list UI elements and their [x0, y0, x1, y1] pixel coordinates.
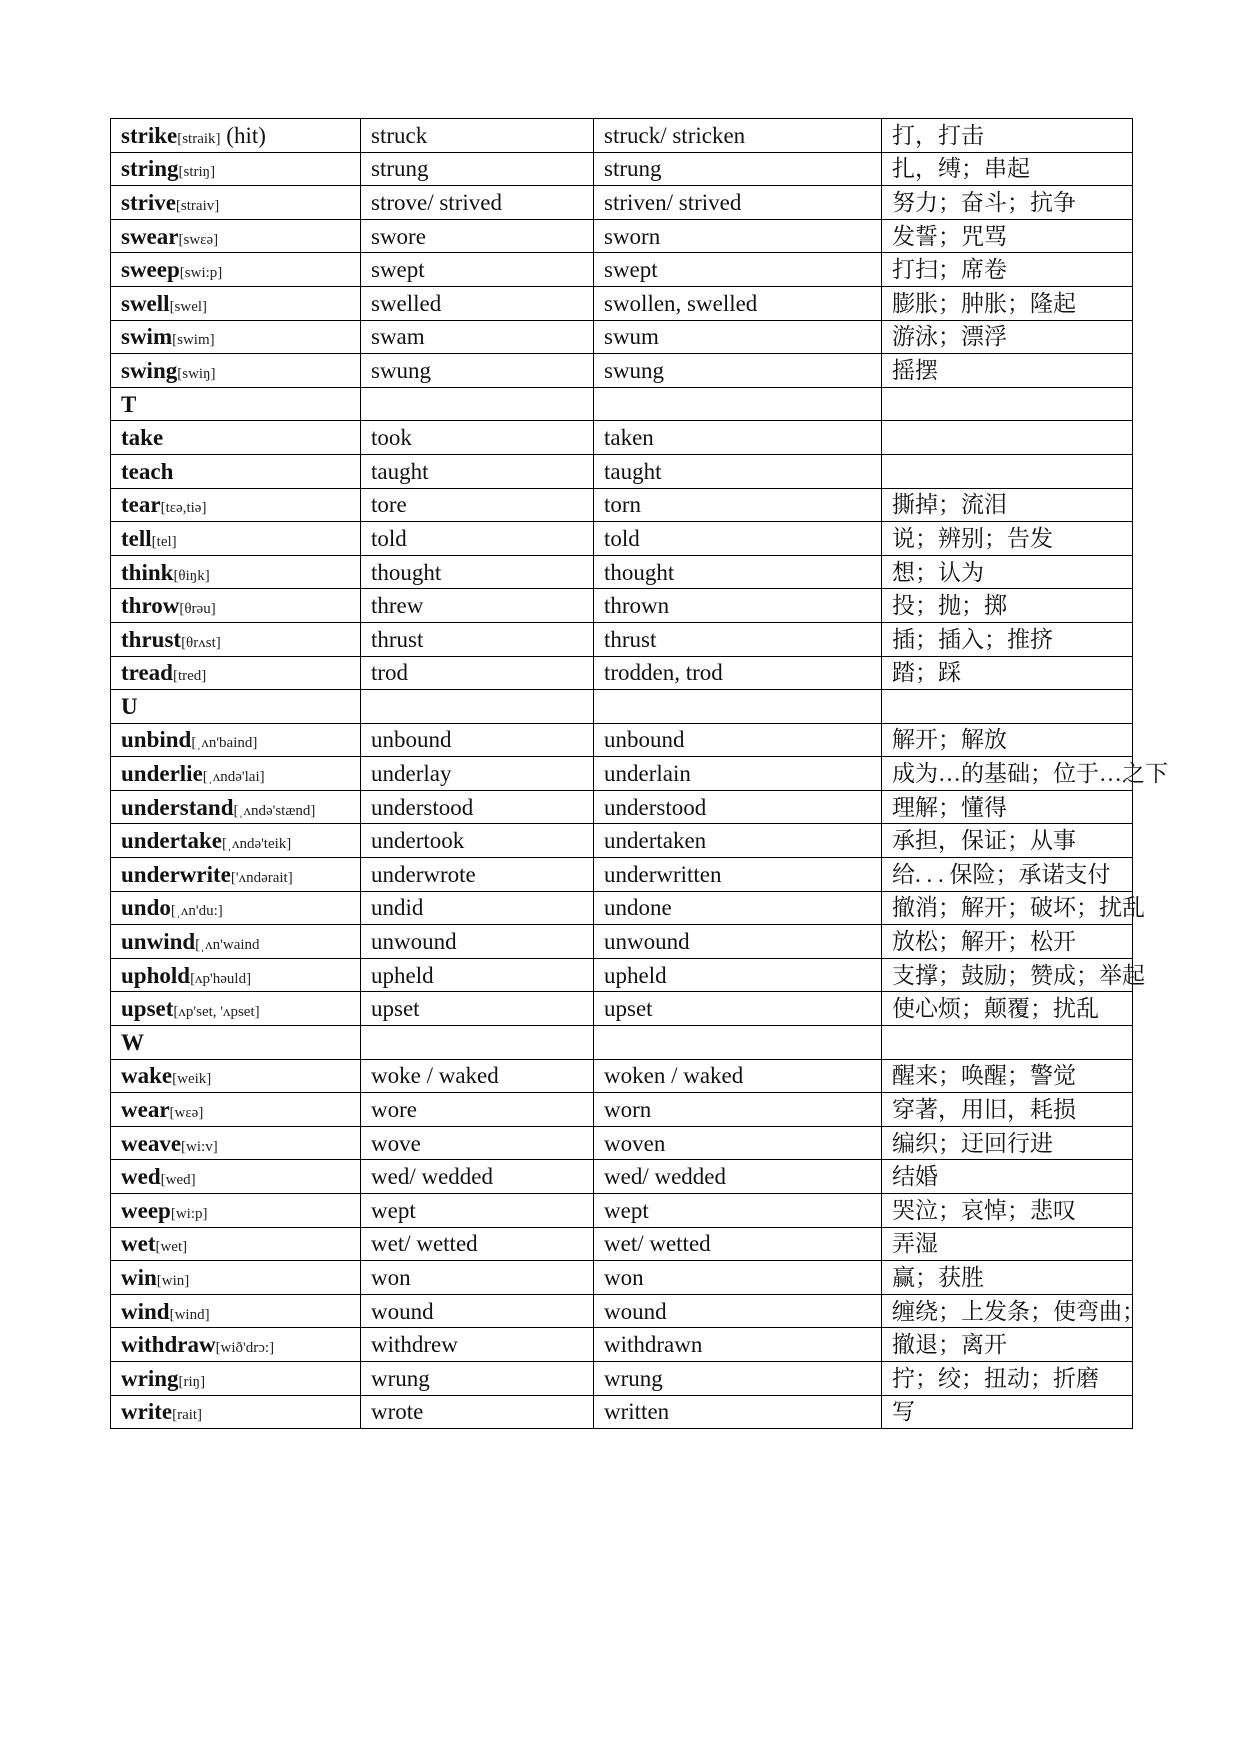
- section-row: [111, 387, 1133, 421]
- meaning-cell: 穿著，用旧，耗损: [882, 1093, 1133, 1127]
- table-row: [111, 723, 1133, 757]
- past-participle-cell: trodden, trod: [594, 656, 882, 690]
- meaning-cell: 踏；踩: [882, 656, 1133, 690]
- past-participle-cell: sworn: [594, 219, 882, 253]
- verb-word: strive: [121, 189, 176, 215]
- verb-word: tear: [121, 492, 161, 518]
- past-tense-cell: struck: [361, 119, 594, 153]
- verb-pronunciation: [tel]: [151, 533, 177, 550]
- verb-pronunciation: [swεə]: [178, 231, 219, 248]
- table-row: [111, 891, 1133, 925]
- section-row: [111, 690, 1133, 724]
- verb-pronunciation: [ˌʌndə'lai]: [202, 769, 265, 786]
- past-tense-cell: withdrew: [361, 1328, 594, 1362]
- meaning-cell: 摇摆: [882, 354, 1133, 388]
- table-row: [111, 1361, 1133, 1395]
- verb-word: sweep: [121, 257, 180, 283]
- past-tense-cell: wed/ wedded: [361, 1160, 594, 1194]
- table-row: [111, 622, 1133, 656]
- verb-pronunciation: [wi:v]: [181, 1138, 218, 1155]
- verb-word: tread: [121, 660, 173, 686]
- past-participle-cell: wound: [594, 1294, 882, 1328]
- verb-word: wet: [121, 1231, 156, 1257]
- verb-cell: [111, 421, 361, 455]
- verb-cell: [111, 891, 361, 925]
- verb-cell: [111, 1227, 361, 1261]
- meaning-cell: 解开；解放: [882, 723, 1133, 757]
- verb-pronunciation: [riŋ]: [178, 1373, 206, 1390]
- meaning-cell: 想；认为: [882, 555, 1133, 589]
- verb-pronunciation: [wi:p]: [170, 1205, 208, 1222]
- empty-cell: [882, 1026, 1133, 1060]
- verb-pronunciation: [striŋ]: [178, 164, 216, 181]
- verb-word: weep: [121, 1197, 171, 1223]
- verb-word: wring: [121, 1365, 179, 1391]
- past-participle-cell: upset: [594, 992, 882, 1026]
- past-participle-cell: written: [594, 1395, 882, 1429]
- verb-word: upset: [121, 996, 174, 1022]
- verb-cell: [111, 1328, 361, 1362]
- verb-word: wind: [121, 1298, 170, 1324]
- past-tense-cell: swept: [361, 253, 594, 287]
- verb-pronunciation: [swim]: [172, 332, 215, 349]
- verb-cell: [111, 656, 361, 690]
- table-row: [111, 1126, 1133, 1160]
- table-row: [111, 219, 1133, 253]
- verb-pronunciation: [straiv]: [175, 197, 220, 214]
- past-tense-cell: tore: [361, 488, 594, 522]
- past-participle-cell: swung: [594, 354, 882, 388]
- meaning-cell: 撕掉；流泪: [882, 488, 1133, 522]
- irregular-verbs-table: [110, 118, 1168, 1429]
- table-row: [111, 488, 1133, 522]
- verb-word: withdraw: [121, 1332, 216, 1358]
- meaning-cell: 成为…的基础；位于…之下: [882, 757, 1133, 791]
- meaning-cell: 缠绕；上发条；使弯曲；: [882, 1294, 1133, 1328]
- past-participle-cell: thrust: [594, 622, 882, 656]
- past-tense-cell: strung: [361, 152, 594, 186]
- past-tense-cell: wet/ wetted: [361, 1227, 594, 1261]
- verb-pronunciation: [ʌp'həuld]: [190, 970, 252, 987]
- empty-cell: [361, 387, 594, 421]
- table-row: [111, 925, 1133, 959]
- past-participle-cell: undertaken: [594, 824, 882, 858]
- verb-pronunciation: [wet]: [155, 1239, 188, 1256]
- verb-pronunciation: [wind]: [169, 1306, 210, 1323]
- verb-pronunciation: [ʌp'set, 'ʌpset]: [173, 1004, 260, 1021]
- verb-word: weave: [121, 1130, 182, 1156]
- meaning-cell: 打，打击: [882, 119, 1133, 153]
- past-tense-cell: woke / waked: [361, 1059, 594, 1093]
- verb-cell: [111, 152, 361, 186]
- meaning-cell: 支撑；鼓励；赞成；举起: [882, 958, 1133, 992]
- past-participle-cell: upheld: [594, 958, 882, 992]
- verb-pronunciation: [win]: [156, 1272, 190, 1289]
- verb-cell: [111, 790, 361, 824]
- past-tense-cell: swung: [361, 354, 594, 388]
- past-tense-cell: undid: [361, 891, 594, 925]
- meaning-cell: 打扫；席卷: [882, 253, 1133, 287]
- verb-cell: [111, 253, 361, 287]
- table-row: [111, 1059, 1133, 1093]
- table-row: [111, 958, 1133, 992]
- empty-cell: [361, 1026, 594, 1060]
- past-tense-cell: wove: [361, 1126, 594, 1160]
- verb-word: win: [121, 1264, 157, 1290]
- past-tense-cell: swam: [361, 320, 594, 354]
- verb-word: unwind: [121, 929, 196, 955]
- past-tense-cell: thought: [361, 555, 594, 589]
- verb-cell: [111, 858, 361, 892]
- verb-pronunciation: [swiŋ]: [177, 365, 216, 382]
- meaning-cell: 拧；绞；扭动；折磨: [882, 1361, 1133, 1395]
- past-tense-cell: unwound: [361, 925, 594, 959]
- meaning-cell: 醒来；唤醒；警觉: [882, 1059, 1133, 1093]
- past-participle-cell: struck/ stricken: [594, 119, 882, 153]
- table-row: [111, 1160, 1133, 1194]
- table-row: [111, 1093, 1133, 1127]
- table-row: [111, 757, 1133, 791]
- past-participle-cell: wept: [594, 1194, 882, 1228]
- verb-cell: [111, 488, 361, 522]
- verb-pronunciation: [rait]: [172, 1407, 203, 1424]
- meaning-cell: 放松；解开；松开: [882, 925, 1133, 959]
- past-participle-cell: underlain: [594, 757, 882, 791]
- table-row: [111, 824, 1133, 858]
- verb-cell: [111, 1126, 361, 1160]
- verb-cell: [111, 555, 361, 589]
- table-row: [111, 1328, 1133, 1362]
- past-tense-cell: wound: [361, 1294, 594, 1328]
- past-tense-cell: undertook: [361, 824, 594, 858]
- verb-word: understand: [121, 794, 234, 820]
- verb-word: uphold: [121, 962, 191, 988]
- verb-pronunciation: [ˌʌn'waind: [195, 937, 260, 954]
- verb-word: swell: [121, 290, 170, 316]
- verb-pronunciation: [θrʌst]: [181, 634, 221, 651]
- verb-cell: [111, 1361, 361, 1395]
- past-participle-cell: striven/ strived: [594, 186, 882, 220]
- empty-cell: [594, 387, 882, 421]
- verb-word: wear: [121, 1097, 170, 1123]
- past-tense-cell: upheld: [361, 958, 594, 992]
- verb-pronunciation: [ˌʌndə'stænd]: [233, 802, 316, 819]
- verb-word: underwrite: [121, 861, 231, 887]
- past-tense-cell: understood: [361, 790, 594, 824]
- verb-cell: [111, 286, 361, 320]
- past-participle-cell: won: [594, 1261, 882, 1295]
- past-participle-cell: swum: [594, 320, 882, 354]
- past-participle-cell: underwritten: [594, 858, 882, 892]
- past-participle-cell: strung: [594, 152, 882, 186]
- verb-pronunciation: [wed]: [160, 1172, 196, 1189]
- past-tense-cell: told: [361, 522, 594, 556]
- meaning-cell: 赢；获胜: [882, 1261, 1133, 1295]
- section-letter: T: [111, 387, 361, 421]
- meaning-cell: 发誓；咒骂: [882, 219, 1133, 253]
- table-row: [111, 253, 1133, 287]
- verb-word: thrust: [121, 626, 182, 652]
- verb-pronunciation: [wεə]: [169, 1105, 204, 1122]
- table-row: [111, 186, 1133, 220]
- verb-word: teach: [121, 458, 174, 484]
- past-tense-cell: trod: [361, 656, 594, 690]
- table-row: [111, 1395, 1133, 1429]
- meaning-cell: 扎，缚；串起: [882, 152, 1133, 186]
- verb-word: underlie: [121, 761, 203, 787]
- meaning-cell: 使心烦；颠覆；扰乱: [882, 992, 1133, 1026]
- past-tense-cell: took: [361, 421, 594, 455]
- verb-pronunciation: [weik]: [172, 1071, 212, 1088]
- verb-word: tell: [121, 525, 152, 551]
- past-participle-cell: thrown: [594, 589, 882, 623]
- verb-cell: [111, 992, 361, 1026]
- past-participle-cell: swept: [594, 253, 882, 287]
- table-row: [111, 589, 1133, 623]
- verb-word: strike: [121, 122, 178, 148]
- past-tense-cell: upset: [361, 992, 594, 1026]
- verb-note: (hit): [220, 122, 266, 148]
- verb-word: wed: [121, 1164, 161, 1190]
- empty-cell: [882, 690, 1133, 724]
- table-row: [111, 454, 1133, 488]
- verb-cell: [111, 1093, 361, 1127]
- verb-pronunciation: [θrəu]: [179, 601, 216, 618]
- section-letter: U: [111, 690, 361, 724]
- past-participle-cell: unwound: [594, 925, 882, 959]
- empty-cell: [361, 690, 594, 724]
- meaning-cell: 编织；迂回行进: [882, 1126, 1133, 1160]
- verb-pronunciation: [ˌʌn'du:]: [170, 903, 223, 920]
- section-row: [111, 1026, 1133, 1060]
- verb-pronunciation: [ˌʌn'baind]: [191, 735, 258, 752]
- meaning-cell: 给. . . 保险；承诺支付: [882, 858, 1133, 892]
- past-tense-cell: swelled: [361, 286, 594, 320]
- past-participle-cell: woven: [594, 1126, 882, 1160]
- verb-pronunciation: [tred]: [172, 668, 207, 685]
- verb-word: unbind: [121, 727, 192, 753]
- verb-pronunciation: [swel]: [169, 298, 208, 315]
- meaning-cell: 投；抛；掷: [882, 589, 1133, 623]
- section-letter: W: [111, 1026, 361, 1060]
- past-tense-cell: wept: [361, 1194, 594, 1228]
- past-tense-cell: wrote: [361, 1395, 594, 1429]
- verb-pronunciation: [θiŋk]: [173, 567, 210, 584]
- past-participle-cell: taken: [594, 421, 882, 455]
- past-tense-cell: swore: [361, 219, 594, 253]
- table-row: [111, 354, 1133, 388]
- verb-pronunciation: ['ʌndərait]: [230, 869, 293, 886]
- past-participle-cell: torn: [594, 488, 882, 522]
- verb-word: swim: [121, 324, 173, 350]
- past-tense-cell: won: [361, 1261, 594, 1295]
- verb-word: swear: [121, 223, 179, 249]
- verb-cell: [111, 824, 361, 858]
- verb-pronunciation: [wið'drɔ:]: [215, 1340, 275, 1357]
- meaning-cell: 撤退；离开: [882, 1328, 1133, 1362]
- verb-cell: [111, 1194, 361, 1228]
- meaning-cell: [882, 454, 1133, 488]
- past-participle-cell: worn: [594, 1093, 882, 1127]
- table-row: [111, 421, 1133, 455]
- verb-cell: [111, 1059, 361, 1093]
- verb-word: think: [121, 559, 174, 585]
- past-tense-cell: underlay: [361, 757, 594, 791]
- meaning-cell: 弄湿: [882, 1227, 1133, 1261]
- verb-cell: [111, 925, 361, 959]
- past-participle-cell: wed/ wedded: [594, 1160, 882, 1194]
- verb-word: take: [121, 425, 164, 451]
- past-participle-cell: undone: [594, 891, 882, 925]
- meaning-cell: 哭泣；哀悼；悲叹: [882, 1194, 1133, 1228]
- past-tense-cell: taught: [361, 454, 594, 488]
- verb-pronunciation: [ˌʌndə'teik]: [221, 836, 292, 853]
- meaning-cell: 结婚: [882, 1160, 1133, 1194]
- meaning-cell: 说；辨别；告发: [882, 522, 1133, 556]
- table-row: [111, 320, 1133, 354]
- past-tense-cell: wore: [361, 1093, 594, 1127]
- past-participle-cell: taught: [594, 454, 882, 488]
- past-participle-cell: wrung: [594, 1361, 882, 1395]
- table-row: [111, 522, 1133, 556]
- past-participle-cell: withdrawn: [594, 1328, 882, 1362]
- table-row: [111, 1294, 1133, 1328]
- table-row: [111, 152, 1133, 186]
- verb-table-body: [111, 119, 1168, 1429]
- past-tense-cell: strove/ strived: [361, 186, 594, 220]
- past-tense-cell: unbound: [361, 723, 594, 757]
- verb-word: throw: [121, 593, 180, 619]
- table-row: [111, 1261, 1133, 1295]
- meaning-cell: 理解；懂得: [882, 790, 1133, 824]
- past-participle-cell: swollen, swelled: [594, 286, 882, 320]
- table-row: [111, 858, 1133, 892]
- past-tense-cell: thrust: [361, 622, 594, 656]
- verb-pronunciation: [swi:p]: [179, 265, 223, 282]
- verb-cell: [111, 219, 361, 253]
- table-row: [111, 555, 1133, 589]
- past-tense-cell: threw: [361, 589, 594, 623]
- meaning-cell: 膨胀；肿胀；隆起: [882, 286, 1133, 320]
- past-participle-cell: unbound: [594, 723, 882, 757]
- table-row: [111, 119, 1133, 153]
- verb-cell: [111, 1294, 361, 1328]
- meaning-cell: [882, 421, 1133, 455]
- verb-cell: [111, 723, 361, 757]
- verb-pronunciation: [straik]: [177, 130, 221, 147]
- verb-cell: [111, 522, 361, 556]
- meaning-cell: 撤消；解开；破坏；扰乱: [882, 891, 1133, 925]
- past-participle-cell: told: [594, 522, 882, 556]
- past-participle-cell: wet/ wetted: [594, 1227, 882, 1261]
- past-tense-cell: wrung: [361, 1361, 594, 1395]
- verb-word: wake: [121, 1063, 173, 1089]
- verb-word: swing: [121, 357, 178, 383]
- table-row: [111, 656, 1133, 690]
- past-participle-cell: thought: [594, 555, 882, 589]
- past-participle-cell: understood: [594, 790, 882, 824]
- empty-cell: [882, 387, 1133, 421]
- verb-word: string: [121, 156, 179, 182]
- verb-cell: [111, 119, 361, 153]
- verb-cell: [111, 1395, 361, 1429]
- verb-cell: [111, 1160, 361, 1194]
- empty-cell: [594, 1026, 882, 1060]
- verb-cell: [111, 757, 361, 791]
- verb-cell: [111, 454, 361, 488]
- meaning-cell: 努力；奋斗；抗争: [882, 186, 1133, 220]
- past-participle-cell: woken / waked: [594, 1059, 882, 1093]
- meaning-cell: 插；插入；推挤: [882, 622, 1133, 656]
- meaning-cell: 写: [882, 1395, 1133, 1429]
- table-row: [111, 1194, 1133, 1228]
- verb-cell: [111, 320, 361, 354]
- verb-word: write: [121, 1399, 173, 1425]
- meaning-cell: 承担，保证；从事: [882, 824, 1133, 858]
- verb-cell: [111, 622, 361, 656]
- verb-cell: [111, 186, 361, 220]
- verb-word: undertake: [121, 828, 222, 854]
- verb-cell: [111, 354, 361, 388]
- meaning-cell: 游泳；漂浮: [882, 320, 1133, 354]
- table-row: [111, 992, 1133, 1026]
- verb-cell: [111, 1261, 361, 1295]
- table-row: [111, 286, 1133, 320]
- empty-cell: [594, 690, 882, 724]
- past-tense-cell: underwrote: [361, 858, 594, 892]
- verb-cell: [111, 589, 361, 623]
- verb-pronunciation: [tεə,tiə]: [160, 500, 207, 517]
- table-row: [111, 790, 1133, 824]
- verb-word: undo: [121, 895, 171, 921]
- table-row: [111, 1227, 1133, 1261]
- verb-cell: [111, 958, 361, 992]
